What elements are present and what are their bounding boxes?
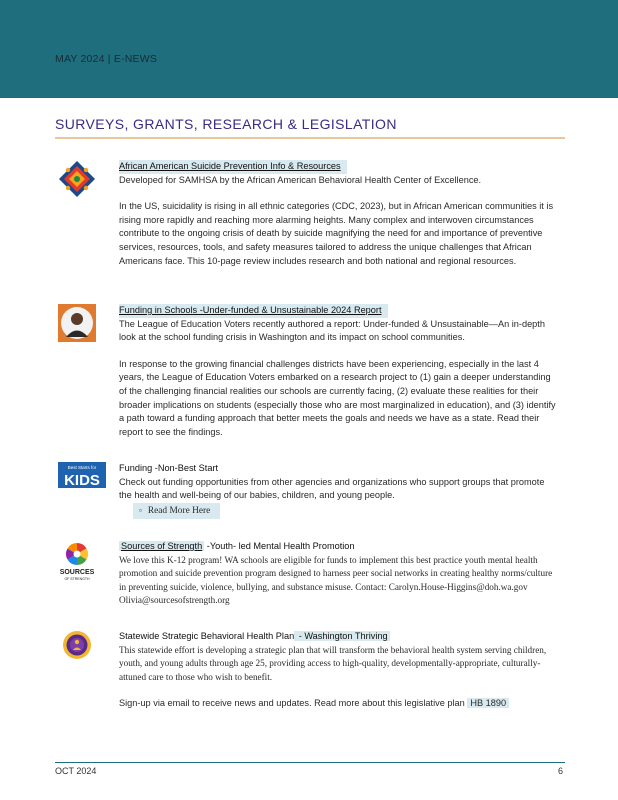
header-banner xyxy=(0,0,618,98)
entry-subtitle: The League of Education Voters recently authored a report: Under-funded & Unsustainable—An in-depth look at the school funding crisis in Washington and its impact on school communities. xyxy=(119,318,545,343)
entry-title-rest: -Youth- led Mental Health Promotion xyxy=(204,541,355,551)
entry-best-start xyxy=(119,462,559,519)
signup-text: Sign-up via email to receive news and updates. Read more about this legislative plan xyxy=(119,698,465,709)
entry-title: Funding -Non-Best Start xyxy=(119,463,219,473)
logo-sources-text: SOURCES xyxy=(59,569,95,576)
samhsa-quilt-logo-icon xyxy=(58,160,96,198)
entry-body: Check out funding opportunities from other agencies and organizations who support groups that promote the health and well-being of our babies, children, and young people. xyxy=(119,476,545,501)
entry-aa-suicide-prevention xyxy=(119,160,559,268)
logo-tagline: Best Starts for xyxy=(67,465,97,470)
entry-body: This statewide effort is developing a strategic plan that will transform the behavioral health system serving children, youth, and young adults through age 25, providing access to high-quality, developmentally-appropriate, culturally-attuned care to those who wish to benefit. xyxy=(119,644,547,682)
hb-1890-link[interactable]: HB 1890 xyxy=(467,698,509,708)
sources-of-strength-link[interactable]: Sources of Strength xyxy=(121,541,203,551)
person-photo-icon xyxy=(58,304,96,342)
best-starts-kids-logo-icon xyxy=(58,462,106,488)
issue-label: MAY 2024 | E-NEWS xyxy=(55,53,158,65)
page-number: 6 xyxy=(557,766,563,776)
section-title: SURVEYS, GRANTS, RESEARCH & LEGISLATION xyxy=(55,116,397,132)
entry-body: In response to the growing financial challenges districts have been experiencing, especially in the last 4 years, the League of Education Voters embarked on a research project to (1) gain a deeper understanding of the challenging financial realities our schools are currently facing, (2) evaluate these realities for their broader implications on students (especially those who are most marginalized in education), and (3) identify a path toward a funding approach that better meets the goals and needs we have as a state. Read their report to see the findings. xyxy=(119,358,556,437)
entry-body: We love this K-12 program! WA schools are eligible for funds to implement this best practice youth mental health promotion and suicide prevention program designed to harness peer social networks in creating healthy norms/culture in preventing suicide, violence, bullying, and substance misuse. Contact: Carolyn.House-Higgins@doh.wa.gov Olivia@sourcesofstrength.org xyxy=(119,554,553,606)
entry-funding-in-schools xyxy=(119,304,559,439)
entry-title: Statewide Strategic Behavioral Health Plan xyxy=(119,631,295,641)
bullet-icon: ▫ xyxy=(139,505,142,515)
footer-date: OCT 2024 xyxy=(55,766,97,776)
read-more-link[interactable]: ▫ Read More Here xyxy=(133,503,220,520)
logo-strength-text: OF STRENGTH xyxy=(64,577,90,581)
entry-subtitle: Developed for SAMHSA by the African American Behavioral Health Center of Excellence. xyxy=(119,174,482,185)
section-divider xyxy=(55,137,565,139)
footer-divider xyxy=(55,762,565,763)
sources-of-strength-logo-icon xyxy=(55,540,99,584)
entry-sources-of-strength xyxy=(119,540,559,608)
logo-kids-text: KIDS xyxy=(64,472,100,488)
entry-body: In the US, suicidality is rising in all ethnic categories (CDC, 2023), but in African American communities it is rising more rapidly and reaching more alarming heights. Many complex and interwoven circumstances contribute to the ongoing crisis of death by suicide magnifying the need for and importance of preventive services, resources, tools, and safety measures tailored to address the unique challenges that African Americans face. This 10-page review includes research and both national and regional resources. xyxy=(119,201,554,266)
funding-in-schools-link[interactable]: Funding in Schools -Under-funded & Unsustainable 2024 Report xyxy=(119,304,388,318)
banner-decoration xyxy=(55,36,59,47)
entry-washington-thriving xyxy=(119,630,559,711)
washington-thriving-logo-icon xyxy=(62,630,92,660)
washington-thriving-link[interactable]: - Washington Thriving xyxy=(296,631,388,641)
aa-suicide-prevention-link[interactable]: African American Suicide Prevention Info & Resources xyxy=(119,160,347,174)
